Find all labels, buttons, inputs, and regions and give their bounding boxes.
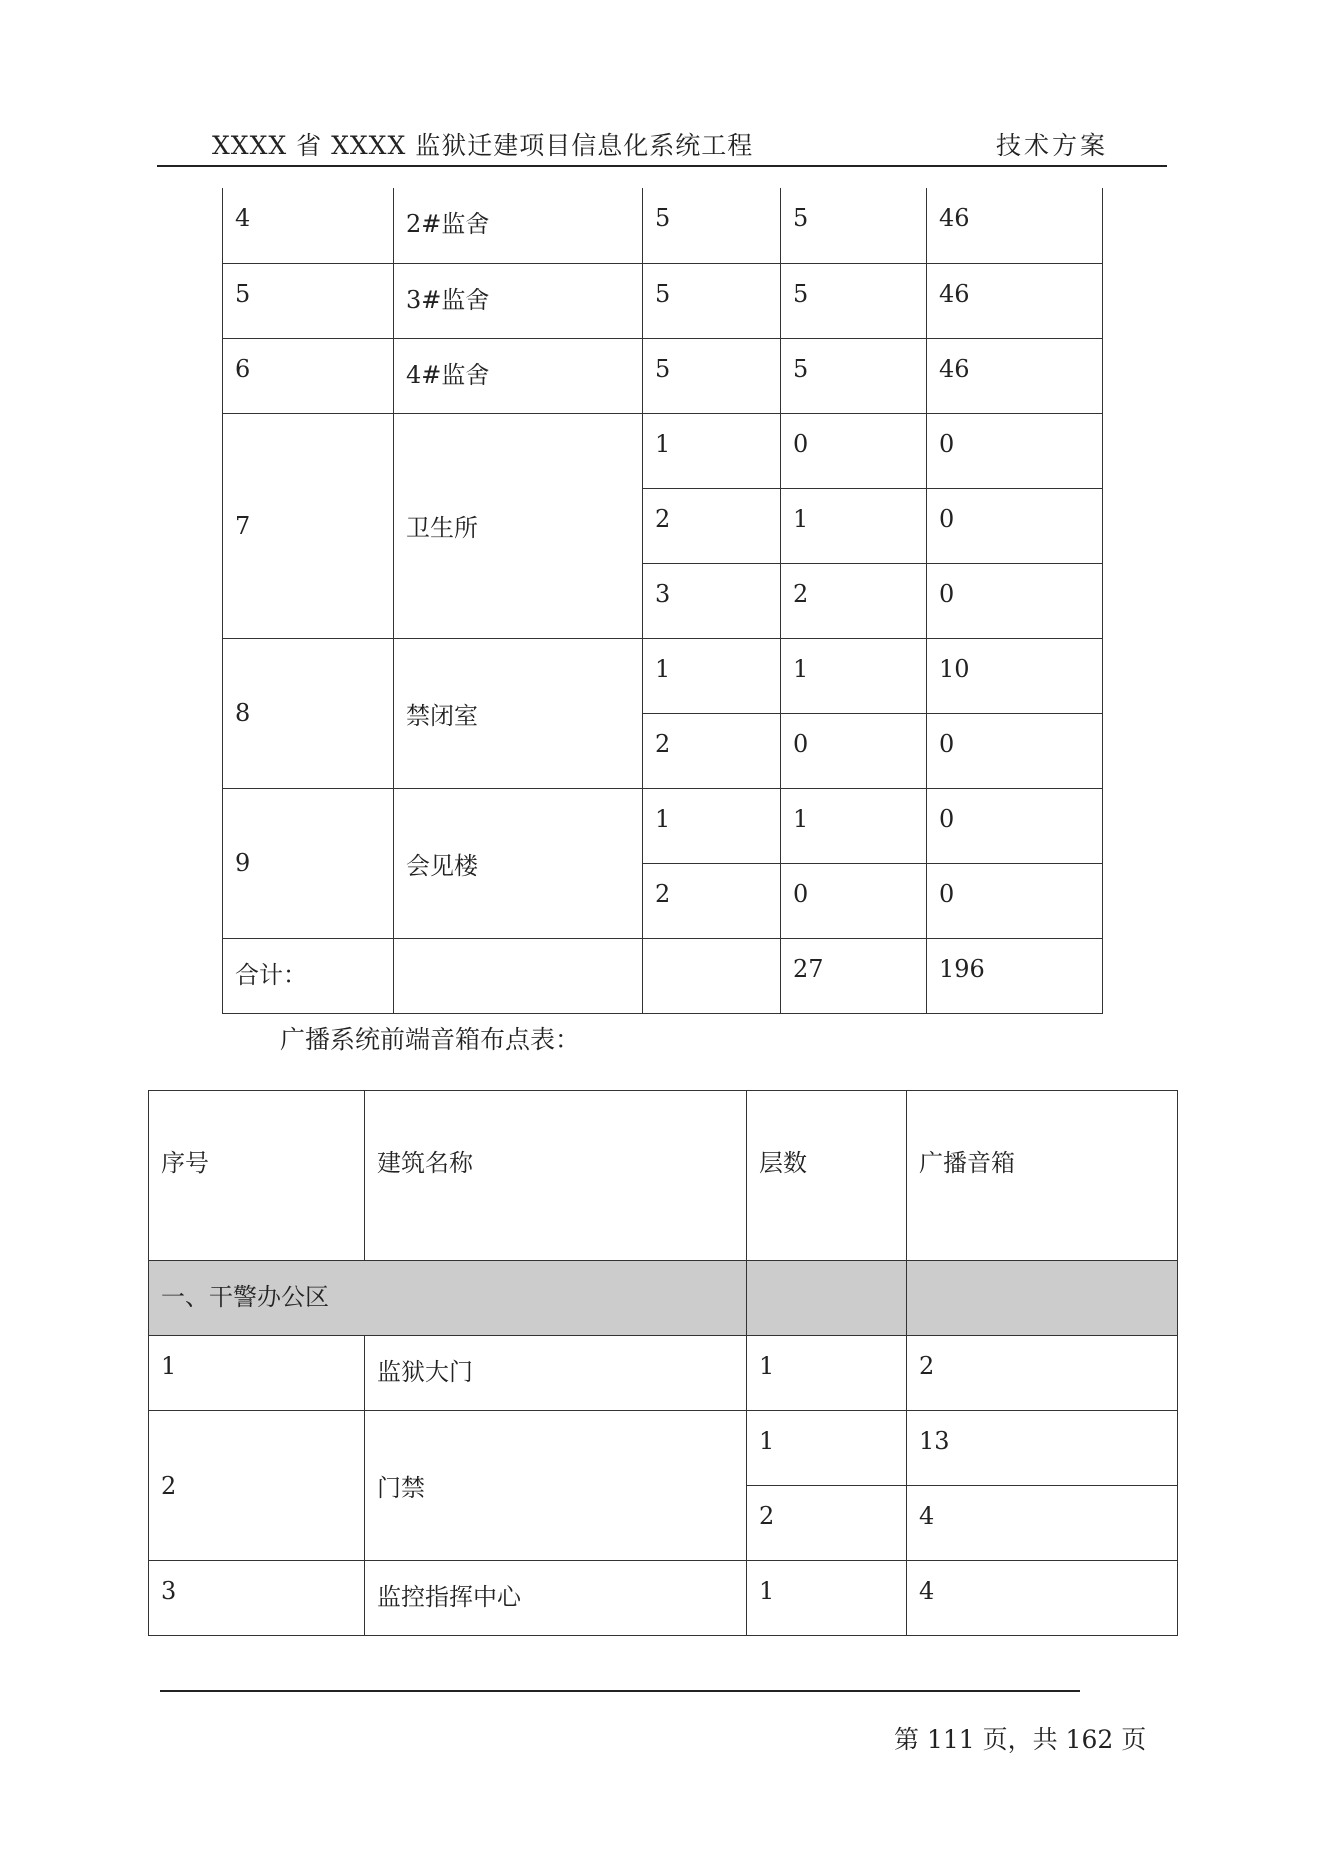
cell-value: 0 (939, 804, 955, 833)
cell-name: 4#监舍 (406, 360, 490, 389)
cell-value: 0 (939, 429, 955, 458)
table-row (223, 188, 1103, 263)
total-value: 196 (939, 954, 985, 983)
cell-value: 5 (793, 279, 809, 308)
cell-value: 1 (655, 429, 671, 458)
cell-value: 5 (793, 204, 809, 232)
cell-no: 4 (235, 204, 251, 232)
cell-value: 46 (939, 204, 970, 232)
cell-name: 2#监舍 (406, 210, 490, 238)
cell-no: 9 (235, 849, 251, 877)
table-header-row (149, 1091, 1178, 1261)
cell-value: 5 (655, 279, 671, 308)
cell-name: 监控指挥中心 (377, 1583, 521, 1611)
cell-no: 8 (235, 699, 251, 727)
cell-value: 0 (939, 579, 955, 608)
cell-value: 1 (793, 504, 809, 533)
cell-value: 46 (939, 354, 970, 383)
cell-value: 2 (655, 879, 671, 908)
section-label: 一、干警办公区 (161, 1283, 329, 1311)
total-row (223, 938, 1103, 1013)
table-caption: 广播系统前端音箱布点表： (280, 1025, 581, 1054)
cell-value (655, 939, 780, 955)
column-header: 序号 (161, 1149, 209, 1177)
cell-name: 会见楼 (406, 851, 478, 880)
cell-name: 3#监舍 (406, 285, 490, 314)
cell-name: 卫生所 (406, 514, 478, 542)
cell-floor: 1 (759, 1427, 775, 1455)
cell-value: 0 (939, 504, 955, 533)
cell-speakers: 4 (919, 1577, 935, 1605)
floor-table (222, 188, 1103, 1014)
cell-name (406, 939, 642, 955)
cell-value: 1 (655, 654, 671, 683)
cell-value: 0 (793, 879, 809, 908)
cell-value: 0 (793, 729, 809, 758)
header-rule (157, 165, 1167, 167)
cell-no: 2 (161, 1471, 177, 1500)
column-header: 建筑名称 (377, 1149, 473, 1177)
cell-speakers: 2 (919, 1352, 935, 1380)
cell-value: 46 (939, 279, 970, 308)
footer-rule (160, 1690, 1080, 1692)
table-row (149, 1411, 1178, 1486)
cell-value: 5 (793, 354, 809, 383)
total-label: 合计： (235, 960, 307, 989)
table-row (223, 263, 1103, 338)
cell-value: 1 (655, 804, 671, 833)
table-row (223, 788, 1103, 863)
cell-value: 0 (939, 879, 955, 908)
cell-value: 1 (793, 804, 809, 833)
cell-floor: 2 (759, 1502, 775, 1530)
cell-no: 6 (235, 354, 251, 383)
cell-no: 5 (235, 279, 251, 308)
cell-no: 1 (161, 1352, 177, 1380)
cell-value: 3 (655, 579, 671, 608)
column-header: 广播音箱 (919, 1149, 1015, 1177)
speaker-table (148, 1090, 1178, 1636)
section-row (149, 1261, 1178, 1336)
cell-name: 监狱大门 (377, 1358, 473, 1386)
header-doc-type: 技术方案 (996, 131, 1109, 160)
table-row (149, 1561, 1178, 1636)
column-header: 层数 (759, 1149, 807, 1177)
cell-value: 5 (655, 204, 671, 232)
cell-value: 10 (939, 654, 970, 683)
cell-no: 7 (235, 511, 251, 540)
cell-no: 3 (161, 1577, 177, 1605)
cell-value: 1 (793, 654, 809, 683)
table-row (223, 338, 1103, 413)
cell-floor: 1 (759, 1352, 775, 1380)
cell-speakers: 4 (919, 1502, 935, 1530)
cell-value: 5 (655, 354, 671, 383)
cell-value: 2 (793, 579, 809, 608)
cell-floor: 1 (759, 1577, 775, 1605)
cell-name: 门禁 (377, 1474, 425, 1502)
page-number: 第 111 页，共 162 页 (894, 1725, 1147, 1754)
cell-value: 0 (793, 429, 809, 458)
cell-speakers: 13 (919, 1427, 950, 1455)
cell-value: 0 (939, 729, 955, 758)
table-row (223, 638, 1103, 713)
cell-name: 禁闭室 (406, 701, 478, 730)
cell-value: 2 (655, 729, 671, 758)
header-title: XXXX 省 XXXX 监狱迁建项目信息化系统工程 (212, 131, 754, 160)
table-row (149, 1336, 1178, 1411)
table-row (223, 413, 1103, 488)
total-value: 27 (793, 954, 824, 983)
cell-value: 2 (655, 504, 671, 533)
